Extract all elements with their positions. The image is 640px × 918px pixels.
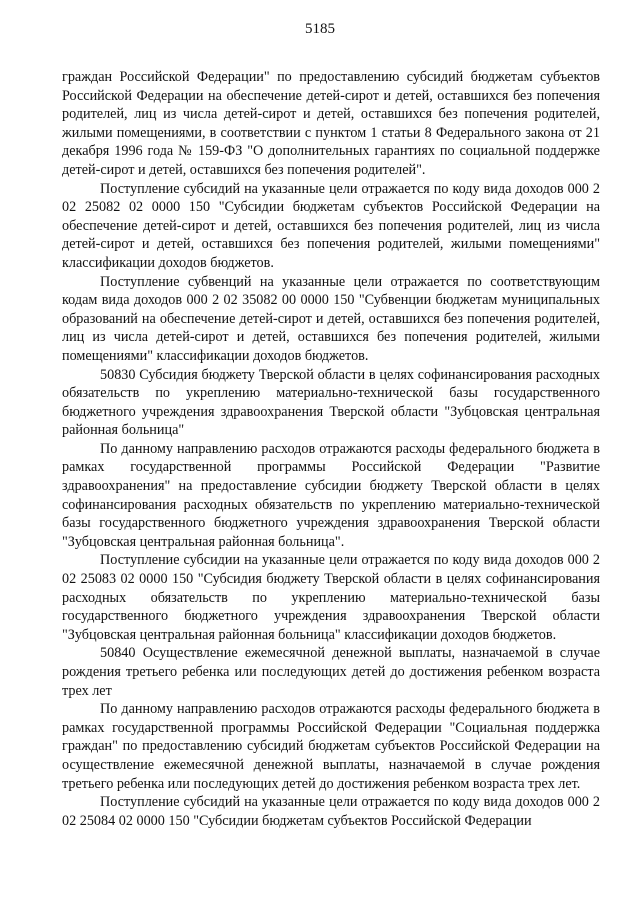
paragraph: Поступление субсидий на указанные цели отражается по коду вида доходов 000 2 02 25084 02 0000 150 "Субсидии бюджетам субъектов Российской Федерации xyxy=(62,794,600,829)
paragraph: Поступление субсидии на указанные цели отражается по коду вида доходов 000 2 02 25083 02 0000 150 "Субсидия бюджету Тверской области в целях софинансирования расходных обязательств по укреплению материально-технической базы государственного бюджетного учреждения здравоохранения Тверской области "Зубцовская центральная районная больница" классификации доходов бюджетов. xyxy=(62,552,600,643)
paragraph: По данному направлению расходов отражаются расходы федерального бюджета в рамках государственной программы Российской Федерации "Социальная поддержка граждан" по предоставлению субсидий бюджетам субъектов Российской Федерации на осуществление ежемесячной денежной выплаты, назначаемой в случае рождения третьего ребенка или последующих детей до достижения ребенком возраста трех лет. xyxy=(62,701,600,792)
section-heading-50830: 50830 Субсидия бюджету Тверской области в целях софинансирования расходных обязательств по укреплению материально-технической базы государственного бюджетного учреждения здравоохранения Тверской области "Зубцовская центральная районная больница" xyxy=(62,366,600,439)
paragraph: Поступление субвенций на указанные цели отражается по соответствующим кодам вида доходов 000 2 02 35082 00 0000 150 "Субвенции бюджетам муниципальных образований на обеспечение детей-сирот и детей, оставшихся без попечения родителей, лиц из числа детей-сирот и детей, оставшихся без попечения родителей, жилыми помещениями" классификации доходов бюджетов. xyxy=(62,273,600,364)
document-body xyxy=(62,68,600,830)
paragraph: Поступление субсидий на указанные цели отражается по коду вида доходов 000 2 02 25082 02 0000 150 "Субсидии бюджетам субъектов Российской Федерации на обеспечение детей-сирот и детей, оставшихся без попечения родителей, лиц из числа детей-сирот и детей, оставшихся без попечения родителей, жилыми помещениями" классификации доходов бюджетов. xyxy=(62,180,600,271)
page-number: 5185 xyxy=(305,21,335,37)
paragraph-continuation: граждан Российской Федерации" по предоставлению субсидий бюджетам субъектов Российской Федерации на обеспечение детей-сирот и детей, оставшихся без попечения родителей, лиц из числа детей-сирот и детей, оставшихся без попечения родителей, жилыми помещениями, в соответствии с пунктом 1 статьи 8 Федерального закона от 21 декабря 1996 года № 159-ФЗ "О дополнительных гарантиях по социальной поддержке детей-сирот и детей, оставшихся без попечения родителей". xyxy=(62,69,600,178)
paragraph: По данному направлению расходов отражаются расходы федерального бюджета в рамках государственной программы Российской Федерации "Развитие здравоохранения" на предоставление субсидии бюджету Тверской области в целях софинансирования расходных обязательств по укреплению материально-технической базы государственного бюджетного учреждения здравоохранения Тверской области "Зубцовская центральная районная больница". xyxy=(62,440,600,550)
section-heading-50840: 50840 Осуществление ежемесячной денежной выплаты, назначаемой в случае рождения третьего ребенка или последующих детей до достижения ребенком возраста трех лет xyxy=(62,645,600,699)
